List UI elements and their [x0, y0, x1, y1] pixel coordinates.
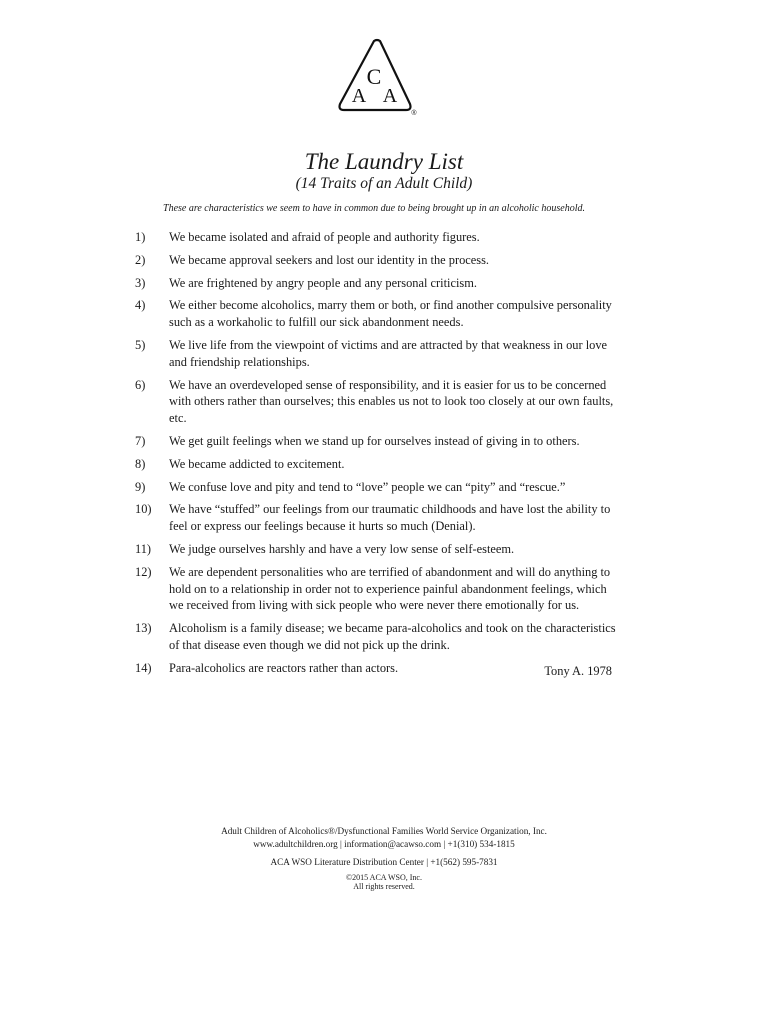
trait-text: We have “stuffed” our feelings from our traumatic childhoods and have lost the ability to feel or express our feelings because it hurts so much (Denial).: [169, 502, 611, 534]
trait-text: We are dependent personalities who are terrified of abandonment and will do anything to hold on to a relationship in order not to experience painful abandonment feelings, which we received from living with sick people who were never there emotionally for us.: [169, 564, 611, 613]
trait-number: 1): [135, 230, 146, 244]
trait-text: We confuse love and pity and tend to “love” people we can “pity” and “rescue.”: [169, 479, 566, 494]
trait-item: [135, 297, 620, 331]
trait-number: 9): [135, 479, 146, 494]
logo-letter-c: C: [366, 64, 382, 89]
trait-text: We became addicted to excitement.: [169, 456, 345, 471]
aca-triangle-logo-icon: [334, 38, 420, 118]
page-subtitle: (14 Traits of an Adult Child): [295, 175, 473, 192]
trait-number: 7): [135, 433, 146, 448]
footer-copyright: ©2015 ACA WSO, Inc.: [346, 872, 422, 882]
trait-number: 4): [135, 298, 146, 313]
trait-text: We became approval seekers and lost our identity in the process.: [169, 252, 490, 267]
trait-number: 10): [135, 502, 152, 517]
footer: [0, 825, 768, 892]
trait-number: 6): [135, 377, 146, 392]
registered-mark: ®: [411, 110, 417, 117]
trait-text: Para-alcoholics are reactors rather than actors.: [169, 660, 399, 675]
trait-text: Alcoholism is a family disease; we became para-alcoholics and took on the characteristics of that disease even though we did not pick up the drink.: [169, 621, 616, 652]
page-title: The Laundry List: [304, 149, 464, 174]
traits-list: [135, 229, 620, 677]
trait-item: [135, 229, 620, 246]
trait-item: [135, 377, 620, 427]
trait-item: [135, 456, 620, 473]
footer-contact: www.adultchildren.org | information@acawso.com | +1(310) 534-1815: [253, 838, 515, 849]
trait-item: [135, 620, 620, 654]
trait-number: 3): [135, 275, 146, 290]
trait-text: We judge ourselves harshly and have a very low sense of self-esteem.: [169, 541, 515, 556]
logo-letter-a1: A: [351, 85, 367, 107]
trait-number: 12): [135, 564, 152, 579]
trait-item: [135, 501, 620, 535]
trait-number: 8): [135, 456, 146, 471]
logo-letter-a2: A: [382, 85, 398, 107]
trait-text: We have an overdeveloped sense of responsibility, and it is easier for us to be concerned with others rather than ourselves; this enables us not to look too closely at our own faults, etc.: [169, 377, 614, 426]
trait-number: 13): [135, 621, 152, 636]
trait-text: We live life from the viewpoint of victims and are attracted by that weakness in our love and friendship relationships.: [169, 337, 608, 369]
aca-logo: [334, 38, 420, 118]
trait-number: 5): [135, 337, 146, 352]
trait-item: [135, 433, 620, 450]
trait-text: We get guilt feelings when we stand up for ourselves instead of giving in to others.: [169, 433, 580, 448]
trait-number: 14): [135, 660, 152, 675]
footer-org: Adult Children of Alcoholics®/Dysfunctional Families World Service Organization, Inc.: [221, 826, 547, 836]
trait-number: 2): [135, 252, 146, 267]
signature: Tony A. 1978: [544, 664, 612, 678]
footer-distribution: ACA WSO Literature Distribution Center | +1(562) 595-7831: [270, 857, 498, 867]
trait-text: We are frightened by angry people and any personal criticism.: [169, 275, 477, 290]
trait-item: [135, 275, 620, 292]
intro-text: These are characteristics we seem to have in common due to being brought up in an alcoholic household.: [163, 203, 585, 214]
footer-rights: All rights reserved.: [353, 882, 415, 891]
trait-text: We either become alcoholics, marry them or both, or find another compulsive personality such as a workaholic to fulfill our sick abandonment needs.: [169, 298, 612, 330]
trait-item: [135, 337, 620, 371]
trait-item: [135, 252, 620, 269]
trait-item: [135, 564, 620, 614]
trait-number: 11): [135, 541, 152, 556]
trait-item: [135, 479, 620, 496]
trait-text: We became isolated and afraid of people and authority figures.: [169, 230, 480, 244]
trait-item: [135, 541, 620, 558]
